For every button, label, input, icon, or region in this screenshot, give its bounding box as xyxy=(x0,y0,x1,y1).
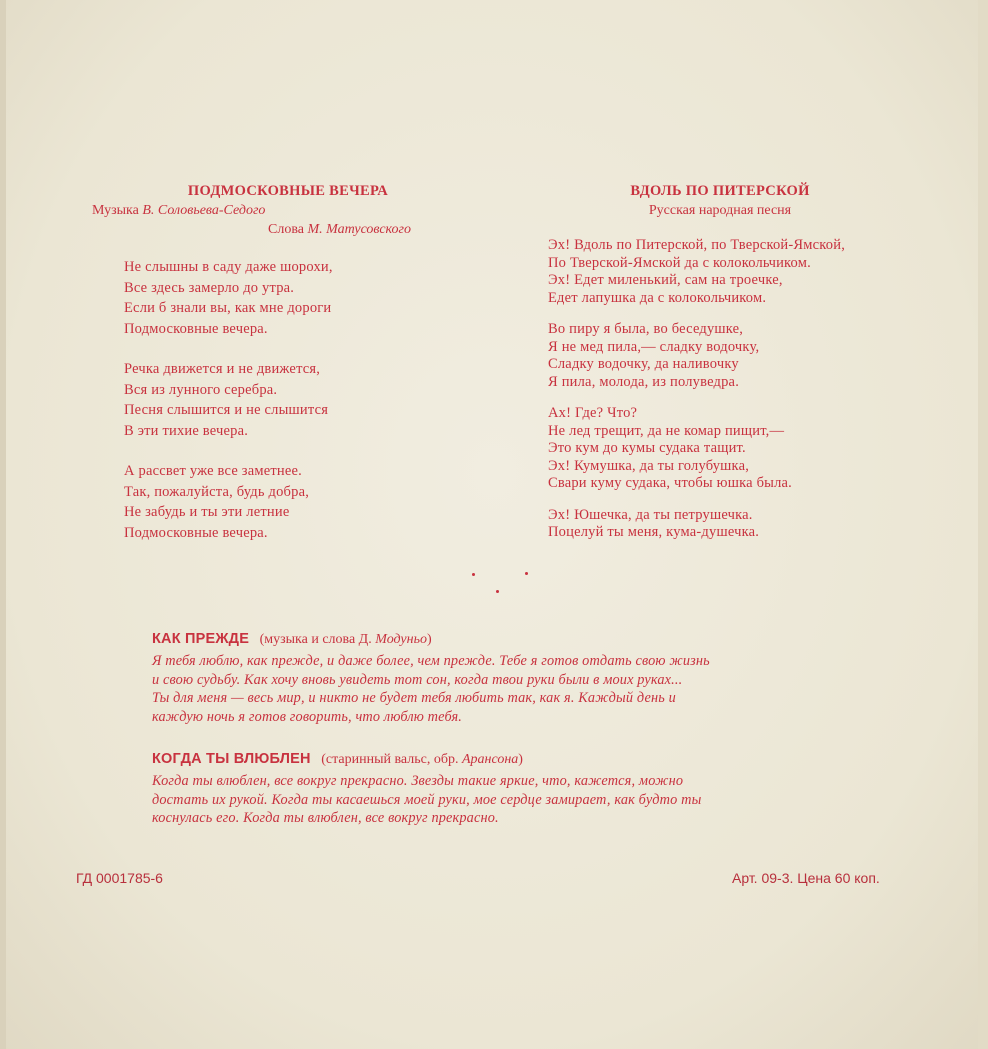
price-label: Арт. 09-3. Цена 60 коп. xyxy=(732,870,880,886)
decorative-dots xyxy=(470,570,530,600)
stanza xyxy=(124,461,478,543)
description-line: коснулась его. Когда ты влюблен, все вокруг прекрасно. xyxy=(152,810,499,826)
lyric-line: Я не мед пила,— сладку водочку, xyxy=(548,338,760,355)
lyric-line: Подмосковные вечера. xyxy=(124,524,268,541)
stanza xyxy=(548,321,940,391)
stanza xyxy=(548,405,940,493)
lyric-line: Эх! Едет миленький, сам на троечке, xyxy=(548,272,783,288)
song-podmoskovnye-vechera xyxy=(88,183,478,563)
description-title: КОГДА ТЫ ВЛЮБЛЕН xyxy=(152,751,311,767)
description-line: каждую ночь я готов говорить, что люблю тебя. xyxy=(152,708,462,725)
lyric-line: Не забудь и ты эти летние xyxy=(124,504,290,520)
lyric-line: Во пиру я была, во беседушке, xyxy=(548,321,744,337)
description-credit: (старинный вальс, обр. Арансона) xyxy=(321,752,523,767)
lyric-line: Поцелуй ты меня, кума-душечка. xyxy=(548,524,760,540)
lyric-line: Я пила, молода, из полуведра. xyxy=(548,373,740,390)
description-line: достать их рукой. Когда ты касаешься моей руки, мое сердце замирает, как будто ты xyxy=(152,791,702,808)
lyric-line: А рассвет уже все заметнее. xyxy=(124,463,302,479)
lyric-line: В эти тихие вечера. xyxy=(124,422,249,439)
description-credit: (музыка и слова Д. Модуньо) xyxy=(259,632,432,647)
lyric-line: Свари куму судака, чтобы юшка была. xyxy=(548,475,792,491)
description-line: Когда ты влюблен, все вокруг прекрасно. Звезды такие яркие, что, кажется, можно xyxy=(152,773,684,789)
description-line: и свою судьбу. Как хочу вновь увидеть тот сон, когда твои руки были в моих руках... xyxy=(152,671,683,688)
lyric-line: Не слышны в саду даже шорохи, xyxy=(124,259,333,275)
lyric-line: Все здесь замерло до утра. xyxy=(124,279,295,296)
lyrics xyxy=(540,237,940,542)
description-text xyxy=(152,652,852,726)
lyric-line: Песня слышится и не слышится xyxy=(124,402,329,418)
dot xyxy=(525,572,528,575)
lyric-line: Подмосковные вечера. xyxy=(124,320,268,337)
words-author: М. Матусовского xyxy=(307,222,412,237)
description-line: Ты для меня — весь мир, и никто не будет тебя любить так, как я. Каждый день и xyxy=(152,690,676,706)
dot xyxy=(496,590,499,593)
song-title: ВДОЛЬ ПО ПИТЕРСКОЙ xyxy=(630,183,810,199)
lyric-line: Ах! Где? Что? xyxy=(548,405,638,421)
stanza xyxy=(548,507,940,542)
lyric-line: Едет лапушка да с колокольчиком. xyxy=(548,289,767,306)
lyric-line: По Тверской-Ямской да с колокольчиком. xyxy=(548,254,811,271)
song-title: ПОДМОСКОВНЫЕ ВЕЧЕРА xyxy=(187,183,389,199)
words-credit: Слова М. Матусовского xyxy=(268,222,412,237)
song-description-kak-prezhde xyxy=(152,630,852,726)
lyric-line: Речка движется и не движется, xyxy=(124,361,321,377)
lyric-line: Не лед трещит, да не комар пищит,— xyxy=(548,422,785,439)
catalog-number: ГД 0001785-6 xyxy=(76,870,163,886)
lyrics xyxy=(88,257,478,543)
song-vdol-po-piterskoy xyxy=(540,183,940,556)
music-credit: Музыка В. Соловьева-Седого xyxy=(92,203,266,218)
music-author: В. Соловьева-Седого xyxy=(142,203,266,218)
lyric-line: Это кум до кумы судака тащит. xyxy=(548,440,746,456)
stanza xyxy=(124,359,478,441)
description-title: КАК ПРЕЖДЕ xyxy=(152,631,250,647)
dot xyxy=(472,573,475,576)
lyric-line: Эх! Вдоль по Питерской, по Тверской-Ямской, xyxy=(548,237,846,253)
stanza xyxy=(548,237,940,307)
lyric-line: Эх! Юшечка, да ты петрушечка. xyxy=(548,506,753,523)
lyric-line: Сладку водочку, да наливочку xyxy=(548,356,739,372)
lyric-line: Если б знали вы, как мне дороги xyxy=(124,300,332,316)
song-description-kogda-ty-vlyublen xyxy=(152,750,852,828)
lyric-line: Так, пожалуйста, будь добра, xyxy=(124,483,310,500)
lyric-line: Эх! Кумушка, да ты голубушка, xyxy=(548,457,750,474)
lyric-line: Вся из лунного серебра. xyxy=(124,381,278,398)
description-line: Я тебя люблю, как прежде, и даже более, чем прежде. Тебе я готов отдать свою жизнь xyxy=(152,653,710,669)
song-subtitle: Русская народная песня xyxy=(648,203,792,218)
paper-edge-right xyxy=(978,0,988,1049)
paper-edge-left xyxy=(0,0,6,1049)
stanza xyxy=(124,257,478,339)
description-text xyxy=(152,772,852,828)
